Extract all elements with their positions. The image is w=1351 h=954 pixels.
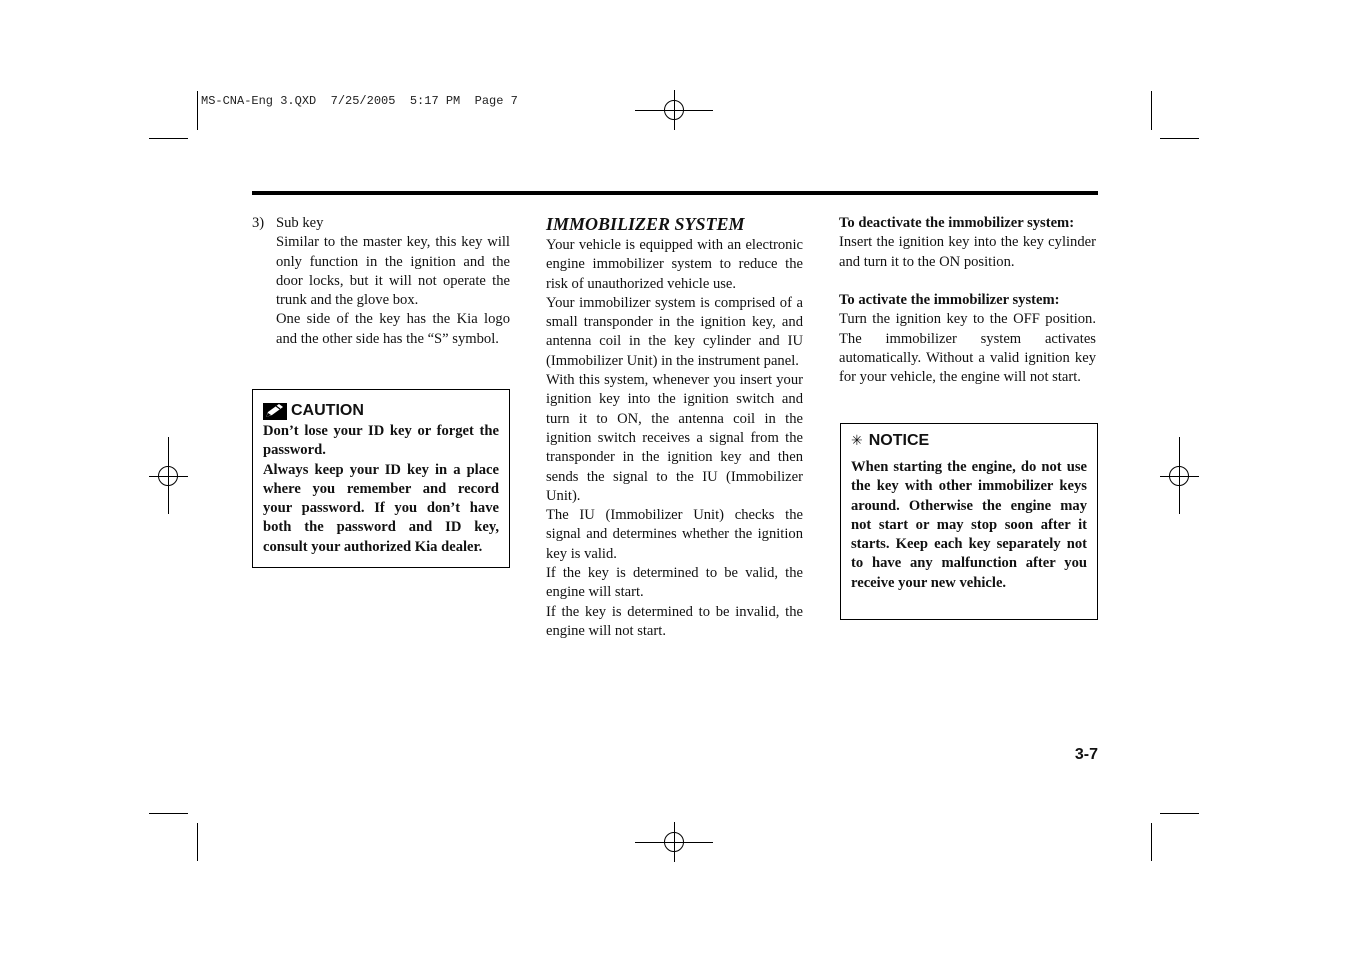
caution-header bbox=[263, 400, 499, 422]
item-title: Sub key bbox=[276, 215, 324, 231]
deactivate-text: Insert the ignition key into the key cylinder and turn it to the ON position. bbox=[839, 234, 1096, 270]
page-number: 3-7 bbox=[1074, 746, 1098, 763]
crop-mark bbox=[149, 138, 188, 139]
body-paragraph: With this system, whenever you insert your ignition key into the ignition switch and turn it to ON, the antenna coil in the ignition switch receives a signal from the transponder in the ignition key and then sends the signal to the IU (Immobilizer Unit). bbox=[546, 372, 803, 504]
registration-circle bbox=[1169, 466, 1189, 486]
body-paragraph: If the key is determined to be valid, the engine will start. bbox=[546, 565, 803, 601]
caution-text: Don’t lose your ID key or forget the password. bbox=[263, 423, 499, 459]
item-paragraph: Similar to the master key, this key will only function in the ignition and the door locks, but it will not operate the trunk and the glove box. bbox=[276, 234, 510, 309]
body-paragraph: Your vehicle is equipped with an electronic engine immobilizer system to reduce the risk of unauthorized vehicle use. bbox=[546, 237, 803, 292]
activation-section bbox=[839, 214, 1096, 388]
print-slug: MS-CNA-Eng 3.QXD 7/25/2005 5:17 PM Page 7 bbox=[201, 94, 518, 108]
notice-text: When starting the engine, do not use the key with other immobilizer keys around. Otherwise the engine may not start or may stop soon after it starts. Keep each key separately not to have any malfunction after you receive your new vehicle. bbox=[851, 459, 1087, 591]
notice-title: NOTICE bbox=[868, 432, 930, 449]
activate-heading: To activate the immobilizer system: bbox=[839, 292, 1060, 309]
caution-pencil-icon bbox=[263, 403, 287, 420]
sub-key-section bbox=[252, 214, 510, 349]
notice-box bbox=[840, 423, 1098, 620]
registration-circle bbox=[664, 832, 684, 852]
crop-mark bbox=[197, 823, 198, 861]
header-rule bbox=[252, 191, 1098, 195]
body-paragraph: If the key is determined to be invalid, the engine will not start. bbox=[546, 603, 803, 639]
notice-header bbox=[851, 430, 1087, 452]
notice-asterisk-icon: ✳ bbox=[851, 433, 863, 449]
crop-mark bbox=[1160, 138, 1199, 139]
crop-mark bbox=[149, 813, 188, 814]
crop-mark bbox=[1151, 91, 1152, 130]
caution-text: Always keep your ID key in a place where you remember and record your password. If you don’t have both the password and ID key, consult your authorized Kia dealer. bbox=[263, 461, 499, 555]
activate-text: Turn the ignition key to the OFF position. The immobilizer system activates automatically. Without a valid ignition key for your vehicle, the engine will not start. bbox=[839, 311, 1096, 386]
item-number: 3) bbox=[252, 215, 265, 231]
crop-mark bbox=[1160, 813, 1199, 814]
registration-circle bbox=[664, 100, 684, 120]
immobilizer-section bbox=[546, 213, 803, 641]
caution-title: CAUTION bbox=[291, 402, 364, 419]
crop-mark bbox=[1151, 823, 1152, 861]
deactivate-heading: To deactivate the immobilizer system: bbox=[839, 215, 1075, 231]
body-paragraph: Your immobilizer system is comprised of a small transponder in the ignition key, and antenna coil in the key cylinder and IU (Immobilizer Unit) in the instrument panel. bbox=[546, 294, 803, 369]
body-paragraph: The IU (Immobilizer Unit) checks the signal and determines whether the ignition key is valid. bbox=[546, 507, 803, 562]
registration-circle bbox=[158, 466, 178, 486]
crop-mark bbox=[197, 91, 198, 130]
item-paragraph: One side of the key has the Kia logo and the other side has the “S” symbol. bbox=[276, 311, 510, 347]
caution-box bbox=[252, 389, 510, 568]
section-title: IMMOBILIZER SYSTEM bbox=[546, 214, 745, 234]
